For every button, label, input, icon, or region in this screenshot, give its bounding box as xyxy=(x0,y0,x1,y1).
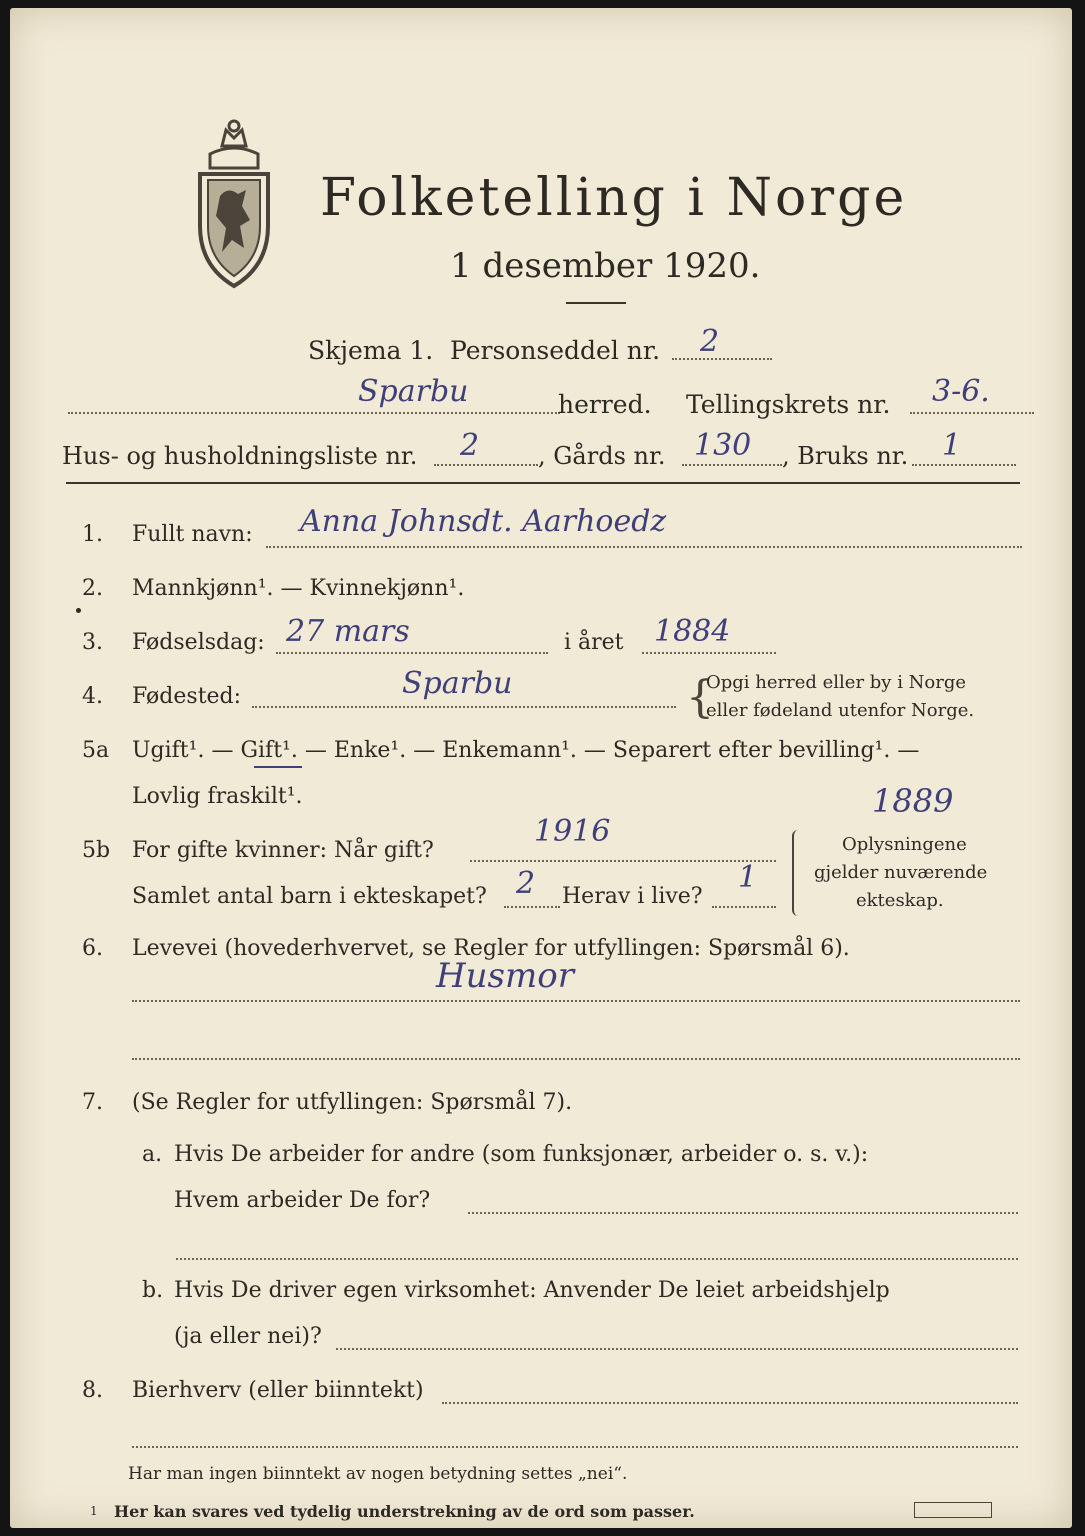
q8-number: 8. xyxy=(82,1378,103,1403)
gards-label: , Gårds nr. xyxy=(538,442,666,470)
q4-brace: { xyxy=(686,672,714,723)
q6-value: Husmor xyxy=(436,956,574,996)
q8-label: Bierhverv (eller biinntekt) xyxy=(132,1378,424,1403)
tellingskrets-label: Tellingskrets nr. xyxy=(686,390,891,419)
q7b-field[interactable] xyxy=(336,1348,1018,1350)
q8-field-2[interactable] xyxy=(132,1446,1018,1448)
q4-note-line1: Opgi herred eller by i Norge xyxy=(706,672,967,693)
q5b-married-field[interactable] xyxy=(470,860,776,862)
q5b-side-line2: gjelder nuværende xyxy=(814,862,988,883)
coat-of-arms-icon xyxy=(188,116,280,294)
q5b-alive-value: 1 xyxy=(738,860,758,895)
herred-field[interactable] xyxy=(68,412,560,414)
personseddel-value: 2 xyxy=(700,324,720,359)
q1-number: 1. xyxy=(82,522,103,547)
q3-label: Fødselsdag: xyxy=(132,630,265,655)
form-title: Folketelling i Norge xyxy=(320,168,908,228)
herred-value: Sparbu xyxy=(358,374,469,409)
bruks-field[interactable] xyxy=(912,464,1016,466)
tellingskrets-value: 3-6. xyxy=(932,374,990,409)
hus-field[interactable] xyxy=(434,464,538,466)
q5b-label3: Herav i live? xyxy=(562,884,703,909)
q5b-children-value: 2 xyxy=(516,866,536,901)
title-divider xyxy=(566,302,626,304)
census-form-sheet xyxy=(10,8,1072,1528)
q3-year-label: i året xyxy=(564,630,624,655)
q4-note-line2: eller fødeland utenfor Norge. xyxy=(706,700,975,721)
q5a-number: 5a xyxy=(82,738,110,763)
q1-field[interactable] xyxy=(266,546,1022,548)
personseddel-label: Personseddel nr. xyxy=(450,336,661,365)
q3-year-field[interactable] xyxy=(642,652,776,654)
q5b-married-value: 1916 xyxy=(534,814,611,849)
printer-stamp xyxy=(914,1502,992,1518)
q7b-letter: b. xyxy=(142,1278,164,1303)
q5b-number: 5b xyxy=(82,838,111,863)
header-rule xyxy=(66,482,1020,484)
q6-number: 6. xyxy=(82,936,103,961)
q1-label: Fullt navn: xyxy=(132,522,253,547)
q7b-line2: (ja eller nei)? xyxy=(174,1324,322,1349)
footer-note: Har man ingen biinntekt av nogen betydning settes „nei“. xyxy=(128,1464,628,1484)
q3-day-value: 27 mars xyxy=(286,614,410,649)
q4-number: 4. xyxy=(82,684,103,709)
gards-value: 130 xyxy=(694,428,752,463)
q6-field-2[interactable] xyxy=(132,1058,1020,1060)
q7a-letter: a. xyxy=(142,1142,163,1167)
q6-field-1[interactable] xyxy=(132,1000,1020,1002)
q7a-field-2[interactable] xyxy=(176,1258,1018,1260)
herred-label: herred. xyxy=(558,390,652,419)
q5b-side-bracket xyxy=(792,830,802,916)
q7a-line2: Hvem arbeider De for? xyxy=(174,1188,431,1213)
q7-label: (Se Regler for utfyllingen: Spørsmål 7). xyxy=(132,1090,573,1115)
q5b-margin-note: 1889 xyxy=(872,782,954,820)
gards-field[interactable] xyxy=(682,464,782,466)
q7a-line1: Hvis De arbeider for andre (som funksjonær, arbeider o. s. v.): xyxy=(174,1142,869,1167)
hus-value: 2 xyxy=(460,428,480,463)
q3-year-value: 1884 xyxy=(654,614,731,649)
q5a-line2: Lovlig fraskilt¹. xyxy=(132,784,303,809)
hus-label: Hus- og husholdningsliste nr. xyxy=(62,442,418,470)
skjema-label: Skjema 1. xyxy=(308,336,434,365)
q5b-label2: Samlet antal barn i ekteskapet? xyxy=(132,884,487,909)
q5b-children-field[interactable] xyxy=(504,906,560,908)
q5b-label1: For gifte kvinner: Når gift? xyxy=(132,838,434,863)
gift-underline xyxy=(254,766,302,768)
q5a-line1: Ugift¹. — Gift¹. — Enke¹. — Enkemann¹. — Separert efter bevilling¹. — xyxy=(132,738,920,763)
q5b-side-line1: Oplysningene xyxy=(842,834,967,855)
q4-label: Fødested: xyxy=(132,684,242,709)
q2-label: Mannkjønn¹. — Kvinnekjønn¹. xyxy=(132,576,465,601)
q4-value: Sparbu xyxy=(402,666,513,701)
q7b-line1: Hvis De driver egen virksomhet: Anvender De leiet arbeidshjelp xyxy=(174,1278,890,1303)
q5b-side-line3: ekteskap. xyxy=(856,890,944,911)
q3-number: 3. xyxy=(82,630,103,655)
footnote-text: Her kan svares ved tydelig understrekning av de ord som passer. xyxy=(114,1502,695,1521)
q3-day-field[interactable] xyxy=(276,652,548,654)
bruks-value: 1 xyxy=(942,428,962,463)
q2-number: 2. xyxy=(82,576,103,601)
q8-field-1[interactable] xyxy=(442,1402,1018,1404)
q4-field[interactable] xyxy=(252,706,676,708)
q7a-field-1[interactable] xyxy=(468,1212,1018,1214)
bruks-label: , Bruks nr. xyxy=(782,442,909,470)
q5b-alive-field[interactable] xyxy=(712,906,776,908)
personseddel-field[interactable] xyxy=(672,358,772,360)
form-date: 1 desember 1920. xyxy=(450,246,761,286)
tellingskrets-field[interactable] xyxy=(910,412,1034,414)
q7-number: 7. xyxy=(82,1090,103,1115)
q1-value: Anna Johnsdt. Aarhoedz xyxy=(300,504,667,539)
footnote-marker: 1 xyxy=(90,1504,98,1518)
bullet-mark xyxy=(76,608,81,613)
q6-label: Levevei (hovederhvervet, se Regler for utfyllingen: Spørsmål 6). xyxy=(132,936,850,961)
